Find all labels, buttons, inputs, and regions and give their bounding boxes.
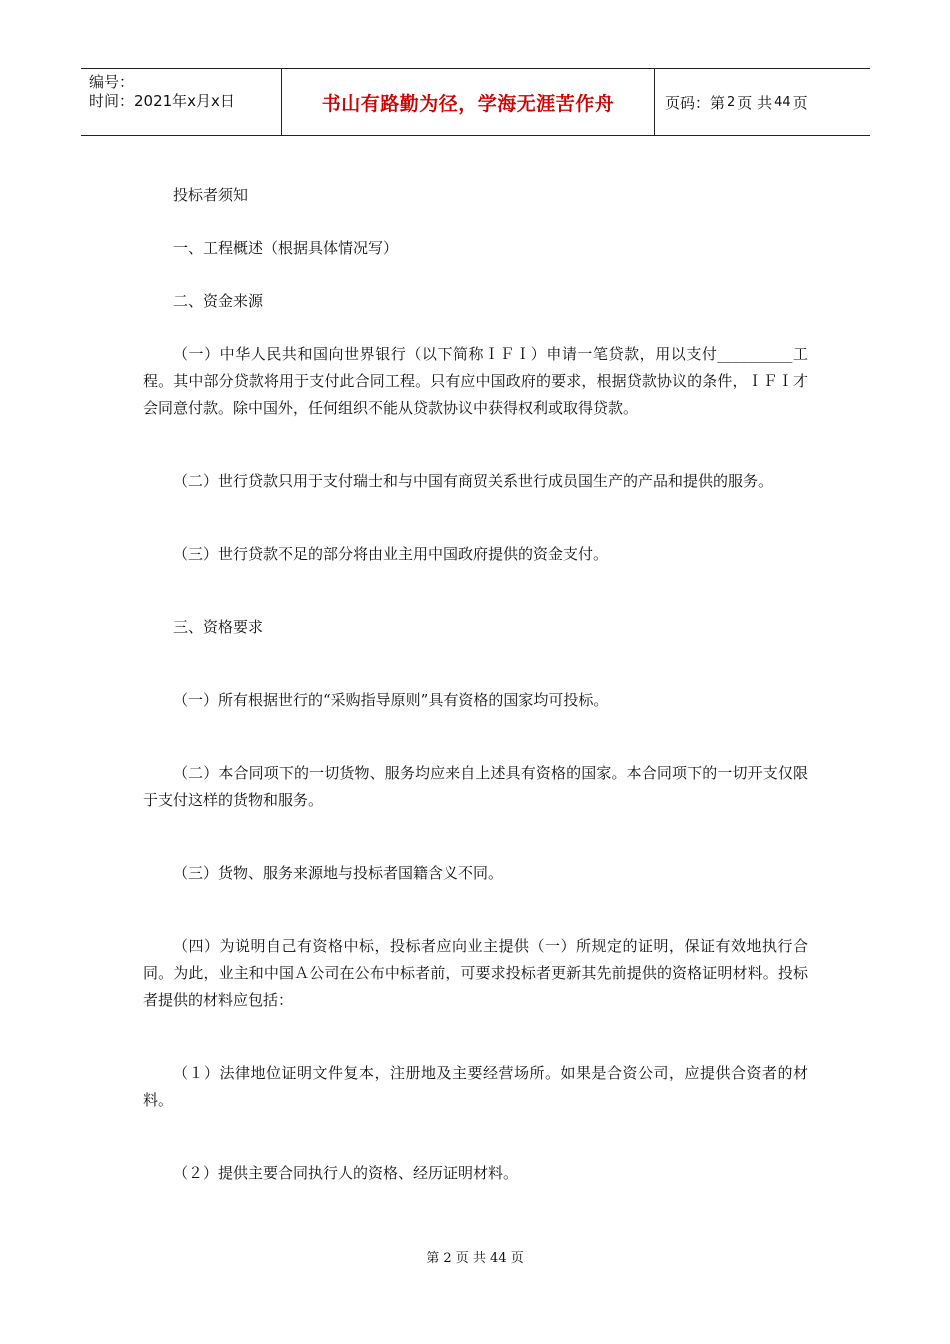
paragraph-3-2: （二）本合同项下的一切货物、服务均应来自上述具有资格的国家。本合同项下的一切开支仅限于支付这样的货物和服务。 xyxy=(143,764,808,809)
paragraph-3-3: （三）货物、服务来源地与投标者国籍含义不同。 xyxy=(173,864,504,882)
paragraph-2-3: （三）世行贷款不足的部分将由业主用中国政府提供的资金支付。 xyxy=(173,545,609,563)
paragraph-2-1: （一）中华人民共和国向世界银行（以下简称ＩＦＩ）申请一笔贷款，用以支付__________工程。其中部分贷款将用于支付此合同工程。只有应中国政府的要求，根据贷款协议的条件，ＩＦＩ才会同意付款。除中国外，任何组织不能从贷款协议中获得权利或取得贷款。 xyxy=(143,345,808,417)
section-2-heading: 二、资金来源 xyxy=(173,292,264,310)
time-label: 时间：2021年x月x日 xyxy=(89,92,235,110)
paragraph-3-4-2: （２）提供主要合同执行人的资格、经历证明材料。 xyxy=(173,1164,519,1182)
serial-label: 编号： xyxy=(89,73,135,91)
header-motto: 书山有路勤为径，学海无涯苦作舟 xyxy=(282,69,655,135)
page-header xyxy=(81,68,870,136)
page-total: 44 xyxy=(774,94,791,110)
doc-title: 投标者须知 xyxy=(173,186,249,204)
section-1-heading: 一、工程概述（根据具体情况写） xyxy=(173,239,399,257)
paragraph-3-1: （一）所有根据世行的“采购指导原则”具有资格的国家均可投标。 xyxy=(173,691,609,709)
paragraph-3-4: （四）为说明自己有资格中标，投标者应向业主提供（一）所规定的证明，保证有效地执行合同。为此，业主和中国Ａ公司在公布中标者前，可要求投标者更新其先前提供的资格证明材料。投标者提供的材料应包括： xyxy=(143,937,808,1009)
page-current: 2 xyxy=(727,94,736,110)
header-page-info xyxy=(655,69,870,135)
paragraph-2-2: （二）世行贷款只用于支付瑞士和与中国有商贸关系世行成员国生产的产品和提供的服务。 xyxy=(173,472,774,490)
header-meta xyxy=(81,69,282,135)
paragraph-3-4-1: （１）法律地位证明文件复本，注册地及主要经营场所。如果是合资公司，应提供合资者的材料。 xyxy=(143,1064,808,1109)
page-middle: 页 共 xyxy=(737,93,773,112)
page-footer: 第 2 页 共 44 页 xyxy=(426,1251,524,1266)
page-suffix: 页 xyxy=(792,93,808,112)
section-3-heading: 三、资格要求 xyxy=(173,618,264,636)
document-body xyxy=(143,182,808,1187)
page-prefix: 页码：第 xyxy=(665,93,726,112)
